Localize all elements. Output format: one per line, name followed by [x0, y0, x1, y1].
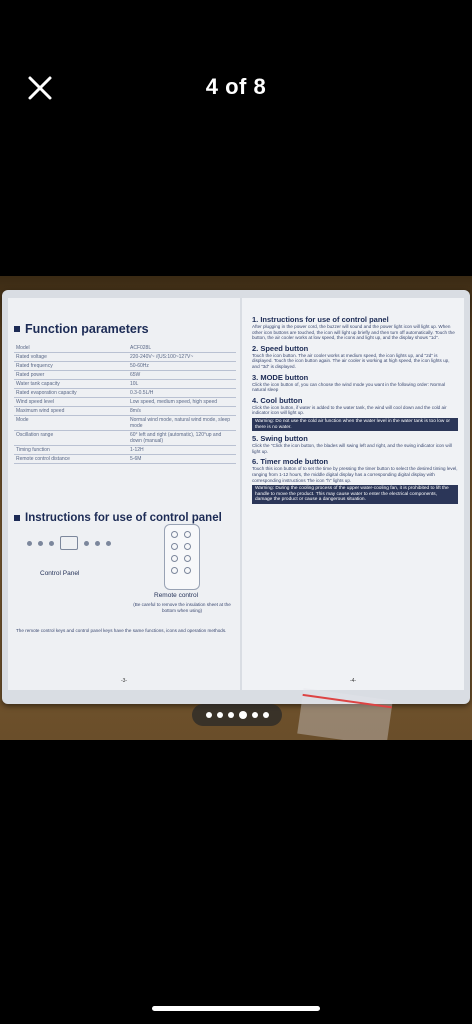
param-key: Maximum wind speed: [14, 407, 128, 416]
page-dot[interactable]: [252, 712, 258, 718]
param-value: 220-240V~ /(US:100~127V~: [128, 353, 236, 362]
param-value: 5-6M: [128, 455, 236, 464]
home-indicator[interactable]: [152, 1006, 320, 1011]
section-5-text: Click the "Click the icon button, the blades will swing left and right, and the swing indicator icon will light up.: [252, 443, 452, 454]
instructions-heading: Instructions for use of control panel: [14, 512, 222, 524]
page-dot[interactable]: [228, 712, 234, 718]
param-value: 60° left and right (automatic), 120°up and down (manual): [128, 431, 236, 446]
param-row: [14, 407, 236, 416]
page-number-left: -3-: [120, 678, 128, 684]
section-5-title: 5. Swing button: [252, 434, 308, 444]
param-value: ACF028L: [128, 344, 236, 353]
section-2-text: Touch the icon button. The air cooler works at medium speed, the icon lights up, and "2d" is displayed. Touch the icon button again. The air cooler is working at high speed, the icon lights up, and "3d" is displayed.: [252, 352, 450, 369]
section-6-text: Touch this icon button of to set the time by pressing the timer button to select the desired timing level, ranging from 1-12 hours, the middle digital display has a corresponding digital display with corresponding instructions The icon "h" lights up.: [252, 466, 458, 483]
section-3-text: Click the icon button of, you can choose the wind mode you want in the following order: Normal natural sleep: [252, 381, 446, 393]
param-value: 10L: [128, 380, 236, 389]
param-row: [14, 353, 236, 362]
parameters-table: [14, 344, 236, 464]
param-value: 1-12H: [128, 446, 236, 455]
param-key: Rated power: [14, 371, 128, 380]
param-key: Oscillation range: [14, 431, 128, 446]
param-row: [14, 380, 236, 389]
remote-illustration: [164, 524, 200, 590]
section-2-title: 2. Speed button: [252, 343, 309, 353]
remote-label: Remote control: [154, 592, 199, 599]
param-value: 65W: [128, 371, 236, 380]
param-row: [14, 416, 236, 431]
manual-right-page: [242, 298, 464, 690]
control-panel-illustration: [24, 534, 114, 552]
section-4-text: Click the icon button, if water is added to the water tank, the wind will cool down and the cold air indicator icon will light up.: [252, 404, 447, 416]
param-key: Remote control distance: [14, 455, 128, 464]
param-key: Rated frequency: [14, 362, 128, 371]
param-value: Normal wind mode, natural wind mode, sleep mode: [128, 416, 236, 431]
param-row: [14, 455, 236, 464]
param-row: [14, 371, 236, 380]
section-4-title: 4. Cool button: [252, 395, 303, 405]
param-row: [14, 446, 236, 455]
warning-move: Warning: During the cooling process of the upper water-cooling fan, it is prohibited to lift the handle to move the product. This may cause water to enter the electrical components, damage the product or cause a dangerous situation.: [252, 485, 458, 504]
param-key: Rated evaporation capacity: [14, 389, 128, 398]
page-number-right: -4-: [349, 678, 357, 684]
param-key: Wind speed level: [14, 398, 128, 407]
param-row: [14, 431, 236, 446]
section-3-title: 3. MODE button: [252, 372, 309, 382]
page-dot[interactable]: [206, 712, 212, 718]
param-key: Mode: [14, 416, 128, 431]
top-bar: [0, 0, 472, 180]
param-key: Rated voltage: [14, 353, 128, 362]
param-row: [14, 362, 236, 371]
image-counter: 4 of 8: [205, 74, 267, 99]
page-dot[interactable]: [263, 712, 269, 718]
param-row: [14, 398, 236, 407]
manual-left-page: [8, 298, 240, 690]
param-value: Low speed, medium speed, high speed: [128, 398, 236, 407]
section-1-text: After plugging in the power cord, the buzzer will sound and the power light icon will light up. When other icon buttons are touched, the icon will light up briefly and then turn off automatically. Touch the button, the air cooler works at low speed, the icons and light up, and the display shows "1d".: [252, 324, 455, 341]
section-1-title: 1. Instructions for use of control panel: [252, 315, 389, 324]
param-key: Water tank capacity: [14, 380, 128, 389]
footnote: The remote control keys and control panel keys have the same functions, icons and operation methods.: [16, 628, 227, 633]
page-dot[interactable]: [217, 712, 223, 718]
param-row: [14, 389, 236, 398]
param-value: 50-60Hz: [128, 362, 236, 371]
param-key: Model: [14, 344, 128, 353]
param-row: [14, 344, 236, 353]
page-dot[interactable]: [239, 711, 247, 719]
warning-cool: Warning: Do not use the cold air function when the water level in the water tank is too low or there is no water.: [252, 418, 458, 431]
section-6-title: 6. Timer mode button: [252, 457, 329, 467]
param-value: 0.3-0.5L/H: [128, 389, 236, 398]
control-panel-label: Control Panel: [40, 570, 80, 577]
page-indicator[interactable]: [192, 704, 282, 726]
photo-viewer[interactable]: [0, 276, 472, 740]
manual-photo: [2, 290, 470, 704]
param-key: Timing function: [14, 446, 128, 455]
param-value: 8m/s: [128, 407, 236, 416]
remote-note: (Be careful to remove the insulation sheet at the bottom when using): [133, 602, 231, 613]
function-parameters-heading: Function parameters: [14, 322, 149, 336]
